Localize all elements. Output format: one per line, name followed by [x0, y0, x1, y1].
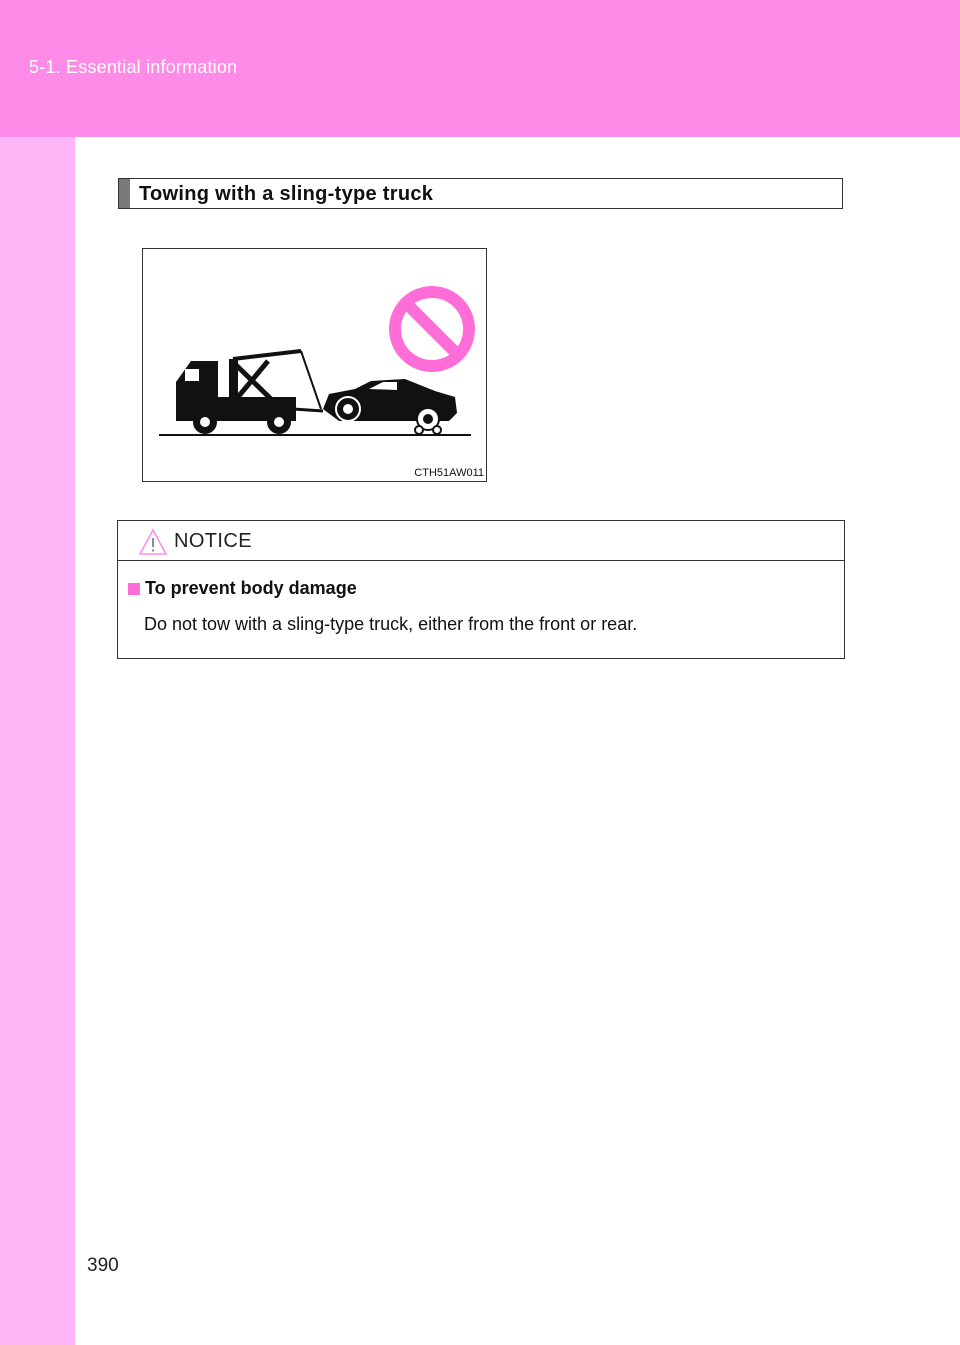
section-label: 5-1. Essential information	[29, 57, 238, 77]
notice-title: NOTICE	[174, 530, 252, 552]
side-band	[0, 137, 75, 1345]
page-number: 390	[87, 1255, 119, 1276]
heading-accent	[119, 179, 130, 208]
bullet-square	[128, 583, 140, 595]
towing-illustration-graphic	[143, 249, 486, 481]
section-heading-title: Towing with a sling-type truck	[139, 183, 434, 205]
warning-triangle-icon	[138, 528, 168, 556]
towing-illustration	[142, 248, 487, 482]
notice-header	[118, 521, 844, 561]
prohibition-icon	[395, 292, 469, 366]
notice-body: Do not tow with a sling-type truck, either from the front or rear.	[144, 614, 638, 634]
tow-truck-icon	[176, 351, 323, 434]
car-icon	[323, 379, 457, 434]
section-heading	[118, 178, 843, 209]
notice-subtitle: To prevent body damage	[145, 578, 357, 598]
figure-code: CTH51AW011	[414, 467, 484, 479]
notice-box	[117, 520, 845, 659]
